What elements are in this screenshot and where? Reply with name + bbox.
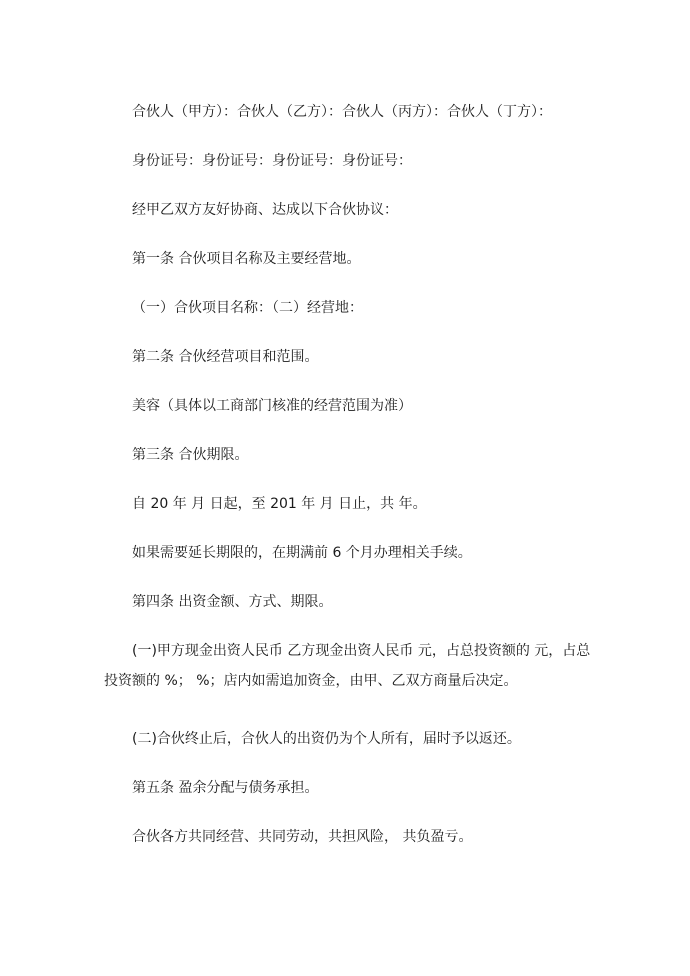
article-1-heading: 第一条 合伙项目名称及主要经营地。 (132, 251, 361, 267)
project-name-line: （一）合伙项目名称：（二）经营地： (132, 300, 363, 316)
extension-line: 如果需要延长期限的，在期满前 6 个月办理相关手续。 (132, 545, 472, 561)
term-period-line: 自 20 年 月 日起，至 201 年 月 日止，共 年。 (132, 496, 427, 512)
partners-line: 合伙人（甲方）：合伙人（乙方）：合伙人（丙方）：合伙人（丁方）： (132, 104, 552, 120)
article-3-heading: 第三条 合伙期限。 (132, 447, 249, 463)
profit-sharing-line: 合伙各方共同经营、共同劳动，共担风险， 共负盈亏。 (132, 829, 473, 845)
business-scope-line: 美容（具体以工商部门核准的经营范围为准） (132, 398, 412, 414)
capital-return-line: (二)合伙终止后，合伙人的出资仍为个人所有，届时予以返还。 (132, 731, 521, 747)
id-number-line: 身份证号：身份证号：身份证号：身份证号： (132, 153, 412, 169)
article-4-heading: 第四条 出资金额、方式、期限。 (132, 594, 333, 610)
agreement-intro: 经甲乙双方友好协商、达成以下合伙协议： (132, 202, 398, 218)
article-5-heading: 第五条 盈余分配与债务承担。 (132, 780, 319, 796)
capital-contribution-paragraph: (一)甲方现金出资人民币 乙方现金出资人民币 元，占总投资额的 元，占总投资额的 %； %；店内如需追加资金，由甲、乙双方商量后决定。 (104, 643, 591, 689)
article-2-heading: 第二条 合伙经营项目和范围。 (132, 349, 319, 365)
